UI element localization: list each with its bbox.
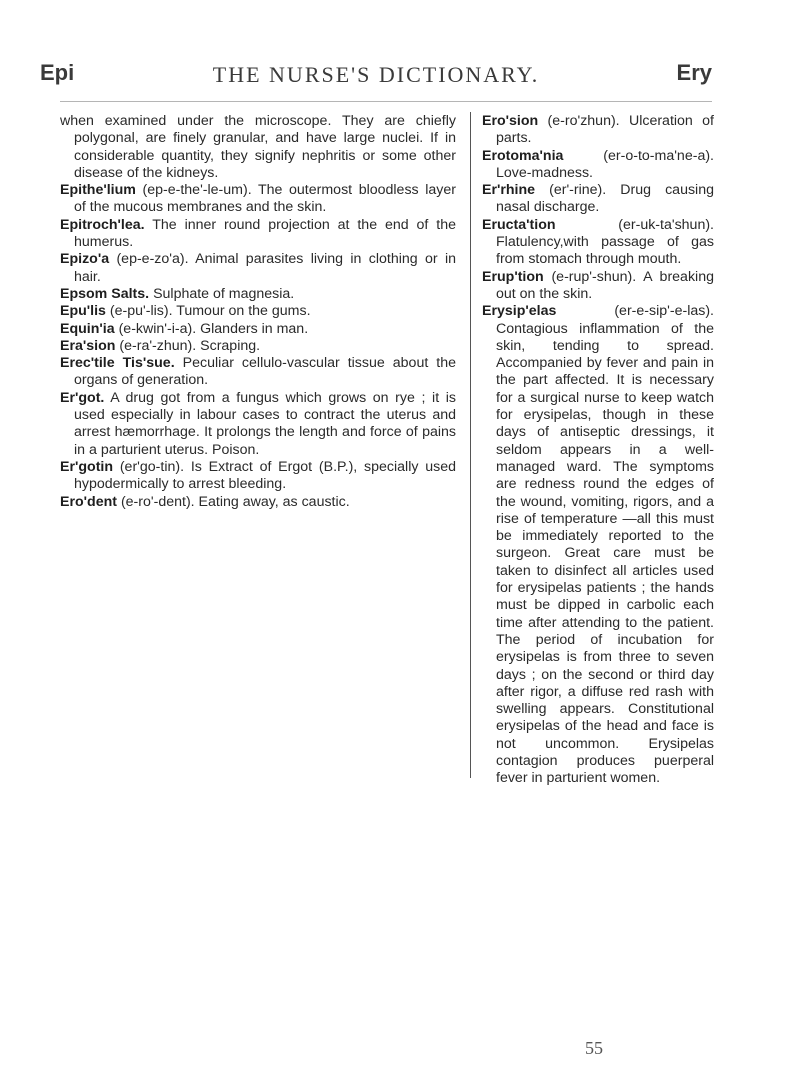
entry-term: Eructa'tion	[482, 216, 556, 233]
entry-term: Er'rhine	[482, 182, 536, 199]
left-column	[60, 113, 456, 511]
entry-definition: (er'-rine). Drug causing nasal discharge.	[496, 182, 714, 216]
entry-term: Epizo'a	[60, 251, 110, 268]
entry-term: Equin'ia	[60, 320, 115, 337]
entry-definition: The inner round projection at the end of the humerus.	[74, 216, 456, 251]
entry-term: Er'gotin	[60, 458, 114, 475]
entry-definition: (e-pu'-lis). Tumour on the gums.	[109, 303, 311, 320]
header-first-word: Epi	[40, 60, 75, 85]
dictionary-entry	[482, 269, 714, 304]
entry-definition: when examined under the microscope. They are chiefly polygonal, are finely granular, and have large nuclei. If in considerable quantity, they signify nephritis or some other disease of the kidneys.	[60, 113, 456, 181]
entry-definition: (er-uk-ta'shun). Flatulency,with passage of gas from stomach through mouth.	[496, 216, 714, 268]
dictionary-entry	[60, 459, 456, 494]
entry-term: Epsom Salts.	[60, 285, 150, 302]
entry-definition: (er'go-tin). Is Extract of Ergot (B.P.), specially used hypodermically to arrest bleeding.	[74, 458, 456, 493]
entry-term: Erup'tion	[482, 268, 544, 285]
entry-definition: Peculiar cellulo-vascular tissue about the organs of generation.	[74, 355, 456, 389]
entry-definition: (ep-e-the'-le-um). The outermost bloodless layer of the mucous membranes and the skin.	[74, 182, 456, 216]
header-title: THE NURSE'S DICTIONARY.	[212, 62, 540, 87]
entry-term: Ero'dent	[60, 493, 117, 510]
dictionary-entry	[60, 286, 456, 303]
entry-term: Epu'lis	[60, 303, 106, 320]
entry-term: Era'sion	[60, 337, 116, 354]
entry-definition: (e-ro'zhun). Ulceration of parts.	[496, 113, 714, 147]
dictionary-entry	[482, 113, 714, 148]
dictionary-entry	[60, 113, 456, 182]
entry-definition: Sulphate of magnesia.	[153, 285, 295, 302]
dictionary-entry	[60, 303, 456, 320]
entry-term: Erotoma'nia	[482, 147, 564, 164]
dictionary-entry	[60, 494, 456, 511]
dictionary-entry	[60, 251, 456, 286]
entry-term: Erec'tile Tis'sue.	[60, 355, 175, 372]
running-header	[40, 56, 712, 96]
entry-term: Er'got.	[60, 389, 105, 406]
entry-term: Ero'sion	[482, 113, 539, 129]
entry-definition: A drug got from a fungus which grows on rye ; it is used especially in labour cases to contract the uterus and arrest hæmorrhage. It prolongs the length and force of pains in a parturient uterus. Poison.	[74, 389, 456, 458]
dictionary-entry	[60, 390, 456, 459]
header-rule	[60, 101, 712, 102]
dictionary-entry	[482, 148, 714, 183]
dictionary-entry	[482, 303, 714, 787]
right-column	[482, 113, 714, 788]
entry-term: Erysip'elas	[482, 303, 557, 320]
entry-definition: (ep-e-zo'a). Animal parasites living in clothing or in hair.	[74, 251, 456, 285]
entry-definition: (e-rup'-shun). A breaking out on the skin.	[496, 268, 714, 302]
entry-definition: (er-o-to-ma'ne-a). Love-madness.	[496, 147, 714, 181]
dictionary-entry	[60, 338, 456, 355]
entry-definition: (er-e-sip'-e-las). Contagious inflammation of the skin, tending to spread. Accompanied by fever and pain in the part affected. It is necessary for a surgical nurse to keep watch for erysipelas, though in these days of antiseptic dressings, it seldom appears in a well-managed ward. The symptoms are redness round the edges of the wound, vomiting, rigors, and a rise of temperature —all this must be immediately reported to the surgeon. Great care must be taken to disinfect all articles used for erysipelas patients ; the hands must be dipped in carbolic each time after attending to the patient. The period of incubation for erysipelas is from three to seven days ; on the second or third day after rigor, a diffuse red rash with swelling appears. Constitutional erysipelas of the head and face is not uncommon. Erysipelas contagion produces puerperal fever in parturient women.	[496, 303, 714, 787]
dictionary-entry	[482, 182, 714, 217]
entry-term: Epithe'lium	[60, 182, 136, 199]
dictionary-entry	[60, 321, 456, 338]
column-divider	[470, 112, 471, 778]
dictionary-entry	[60, 217, 456, 252]
entry-definition: (e-kwin'-i-a). Glanders in man.	[118, 320, 309, 337]
dictionary-entry	[482, 217, 714, 269]
entry-definition: (e-ro'-dent). Eating away, as caustic.	[120, 493, 350, 510]
dictionary-entry	[60, 182, 456, 217]
header-last-word: Ery	[676, 60, 712, 85]
entry-definition: (e-ra'-zhun). Scraping.	[119, 337, 261, 354]
entry-term: Epitroch'lea.	[60, 216, 145, 233]
page-number: 55	[585, 1038, 603, 1058]
dictionary-entry	[60, 355, 456, 390]
